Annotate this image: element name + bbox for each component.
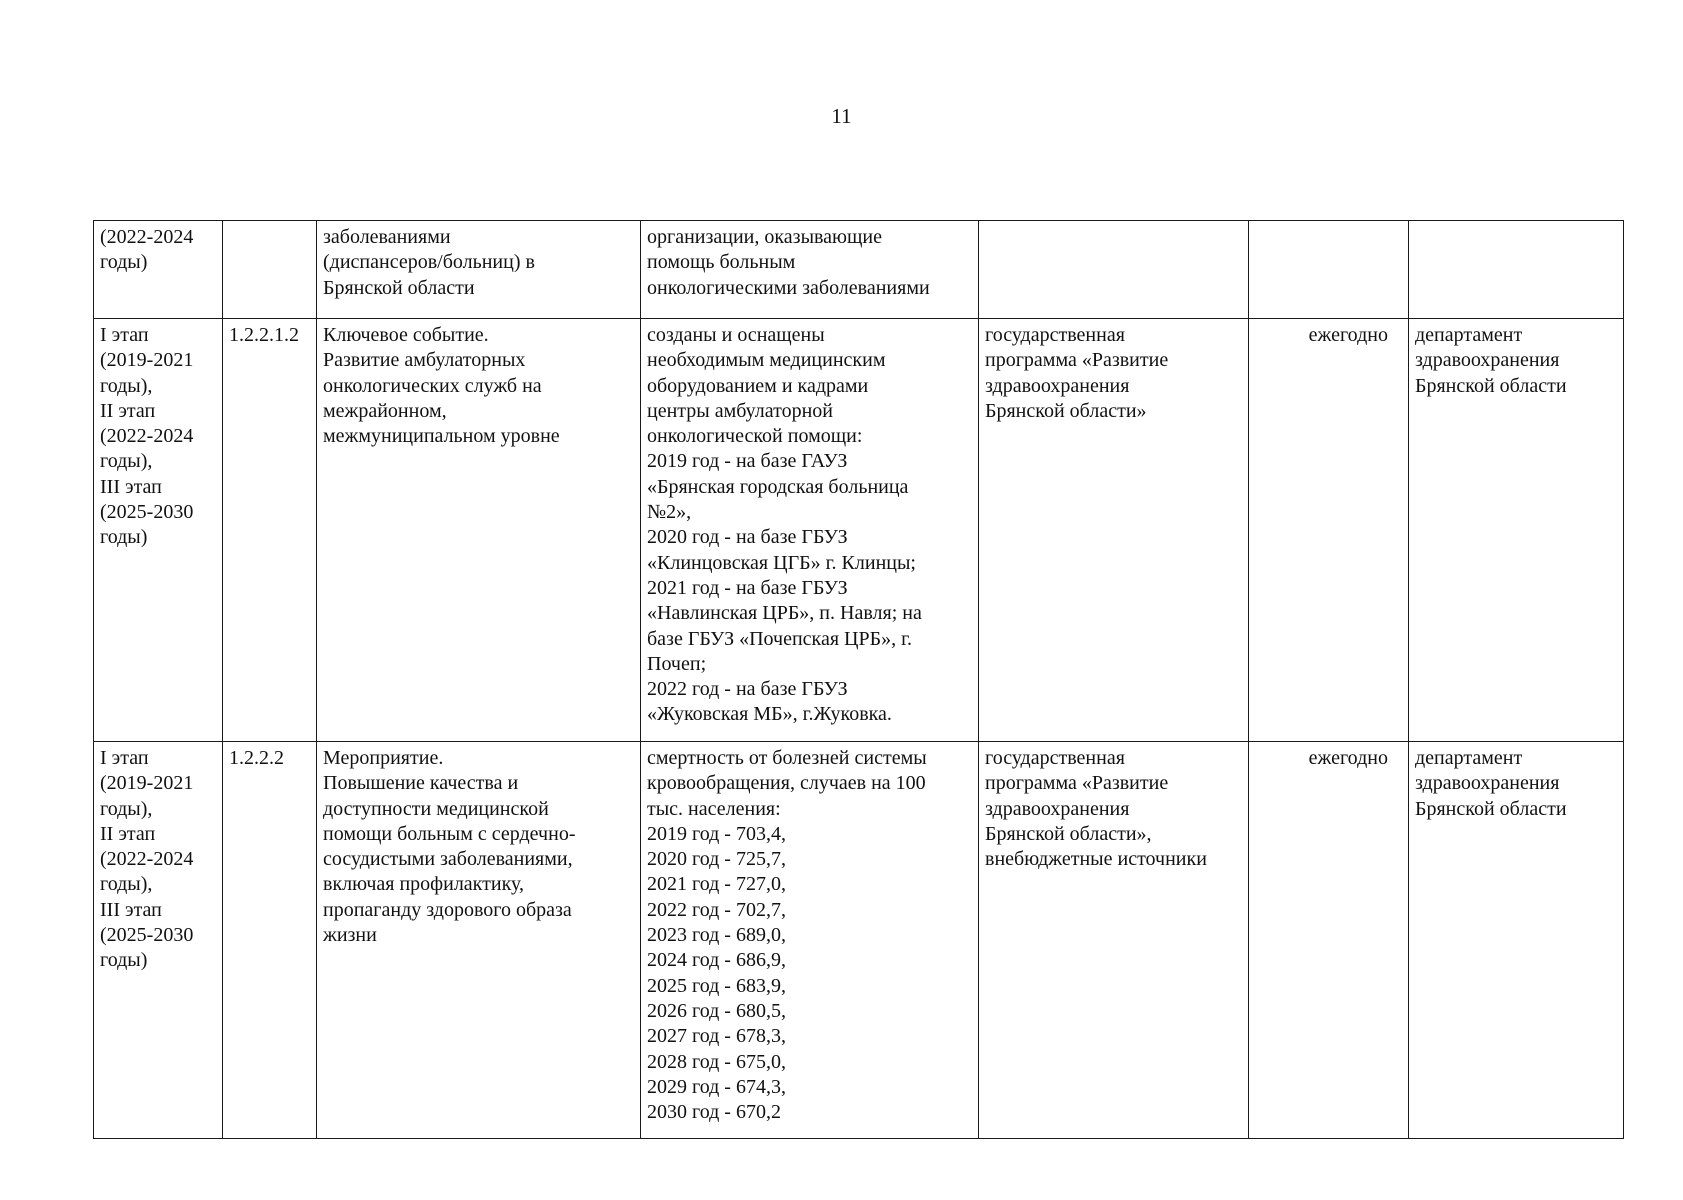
executor-cell	[1409, 221, 1624, 319]
stage-cell: I этап (2019-2021 годы), II этап (2022-2024 годы), III этап (2025-2030 годы)	[94, 742, 223, 1139]
table-row	[94, 742, 1624, 1139]
page-number: 11	[831, 104, 852, 128]
code-cell: 1.2.2.1.2	[223, 319, 317, 742]
source-cell: государственная программа «Развитие здравоохранения Брянской области»	[979, 319, 1249, 742]
period-cell	[1249, 221, 1409, 319]
table-row	[94, 319, 1624, 742]
name-cell: Мероприятие. Повышение качества и доступности медицинской помощи больным с сердечно- сосудистыми заболеваниями, включая профилактику, пропаганду здорового образа жизни	[317, 742, 641, 1139]
code-cell	[223, 221, 317, 319]
executor-cell: департамент здравоохранения Брянской области	[1409, 742, 1624, 1139]
period-cell: ежегодно	[1249, 319, 1409, 742]
indicator-cell: организации, оказывающие помощь больным онкологическими заболеваниями	[641, 221, 979, 319]
period-cell: ежегодно	[1249, 742, 1409, 1139]
name-cell: заболеваниями (диспансеров/больниц) в Брянской области	[317, 221, 641, 319]
stage-cell: (2022-2024 годы)	[94, 221, 223, 319]
indicator-cell: смертность от болезней системы кровообращения, случаев на 100 тыс. населения: 2019 год - 703,4, 2020 год - 725,7, 2021 год - 727,0, 2022 год - 702,7, 2023 год - 689,0, 2024 год - 686,9, 2025 год - 683,9, 2026 год - 680,5, 2027 год - 678,3, 2028 год - 675,0, 2029 год - 674,3, 2030 год - 670,2	[641, 742, 979, 1139]
name-cell: Ключевое событие. Развитие амбулаторных онкологических служб на межрайонном, межмуниципальном уровне	[317, 319, 641, 742]
source-cell: государственная программа «Развитие здравоохранения Брянской области», внебюджетные источники	[979, 742, 1249, 1139]
table-row	[94, 221, 1624, 319]
indicator-cell: созданы и оснащены необходимым медицинским оборудованием и кадрами центры амбулаторной онкологической помощи: 2019 год - на базе ГАУЗ «Брянская городская больница №2», 2020 год - на базе ГБУЗ «Клинцовская ЦГБ» г. Клинцы; 2021 год - на базе ГБУЗ «Навлинская ЦРБ», п. Навля; на базе ГБУЗ «Почепская ЦРБ», г. Почеп; 2022 год - на базе ГБУЗ «Жуковская МБ», г.Жуковка.	[641, 319, 979, 742]
measures-table	[93, 220, 1624, 1139]
executor-cell: департамент здравоохранения Брянской области	[1409, 319, 1624, 742]
code-cell: 1.2.2.2	[223, 742, 317, 1139]
stage-cell: I этап (2019-2021 годы), II этап (2022-2024 годы), III этап (2025-2030 годы)	[94, 319, 223, 742]
source-cell	[979, 221, 1249, 319]
